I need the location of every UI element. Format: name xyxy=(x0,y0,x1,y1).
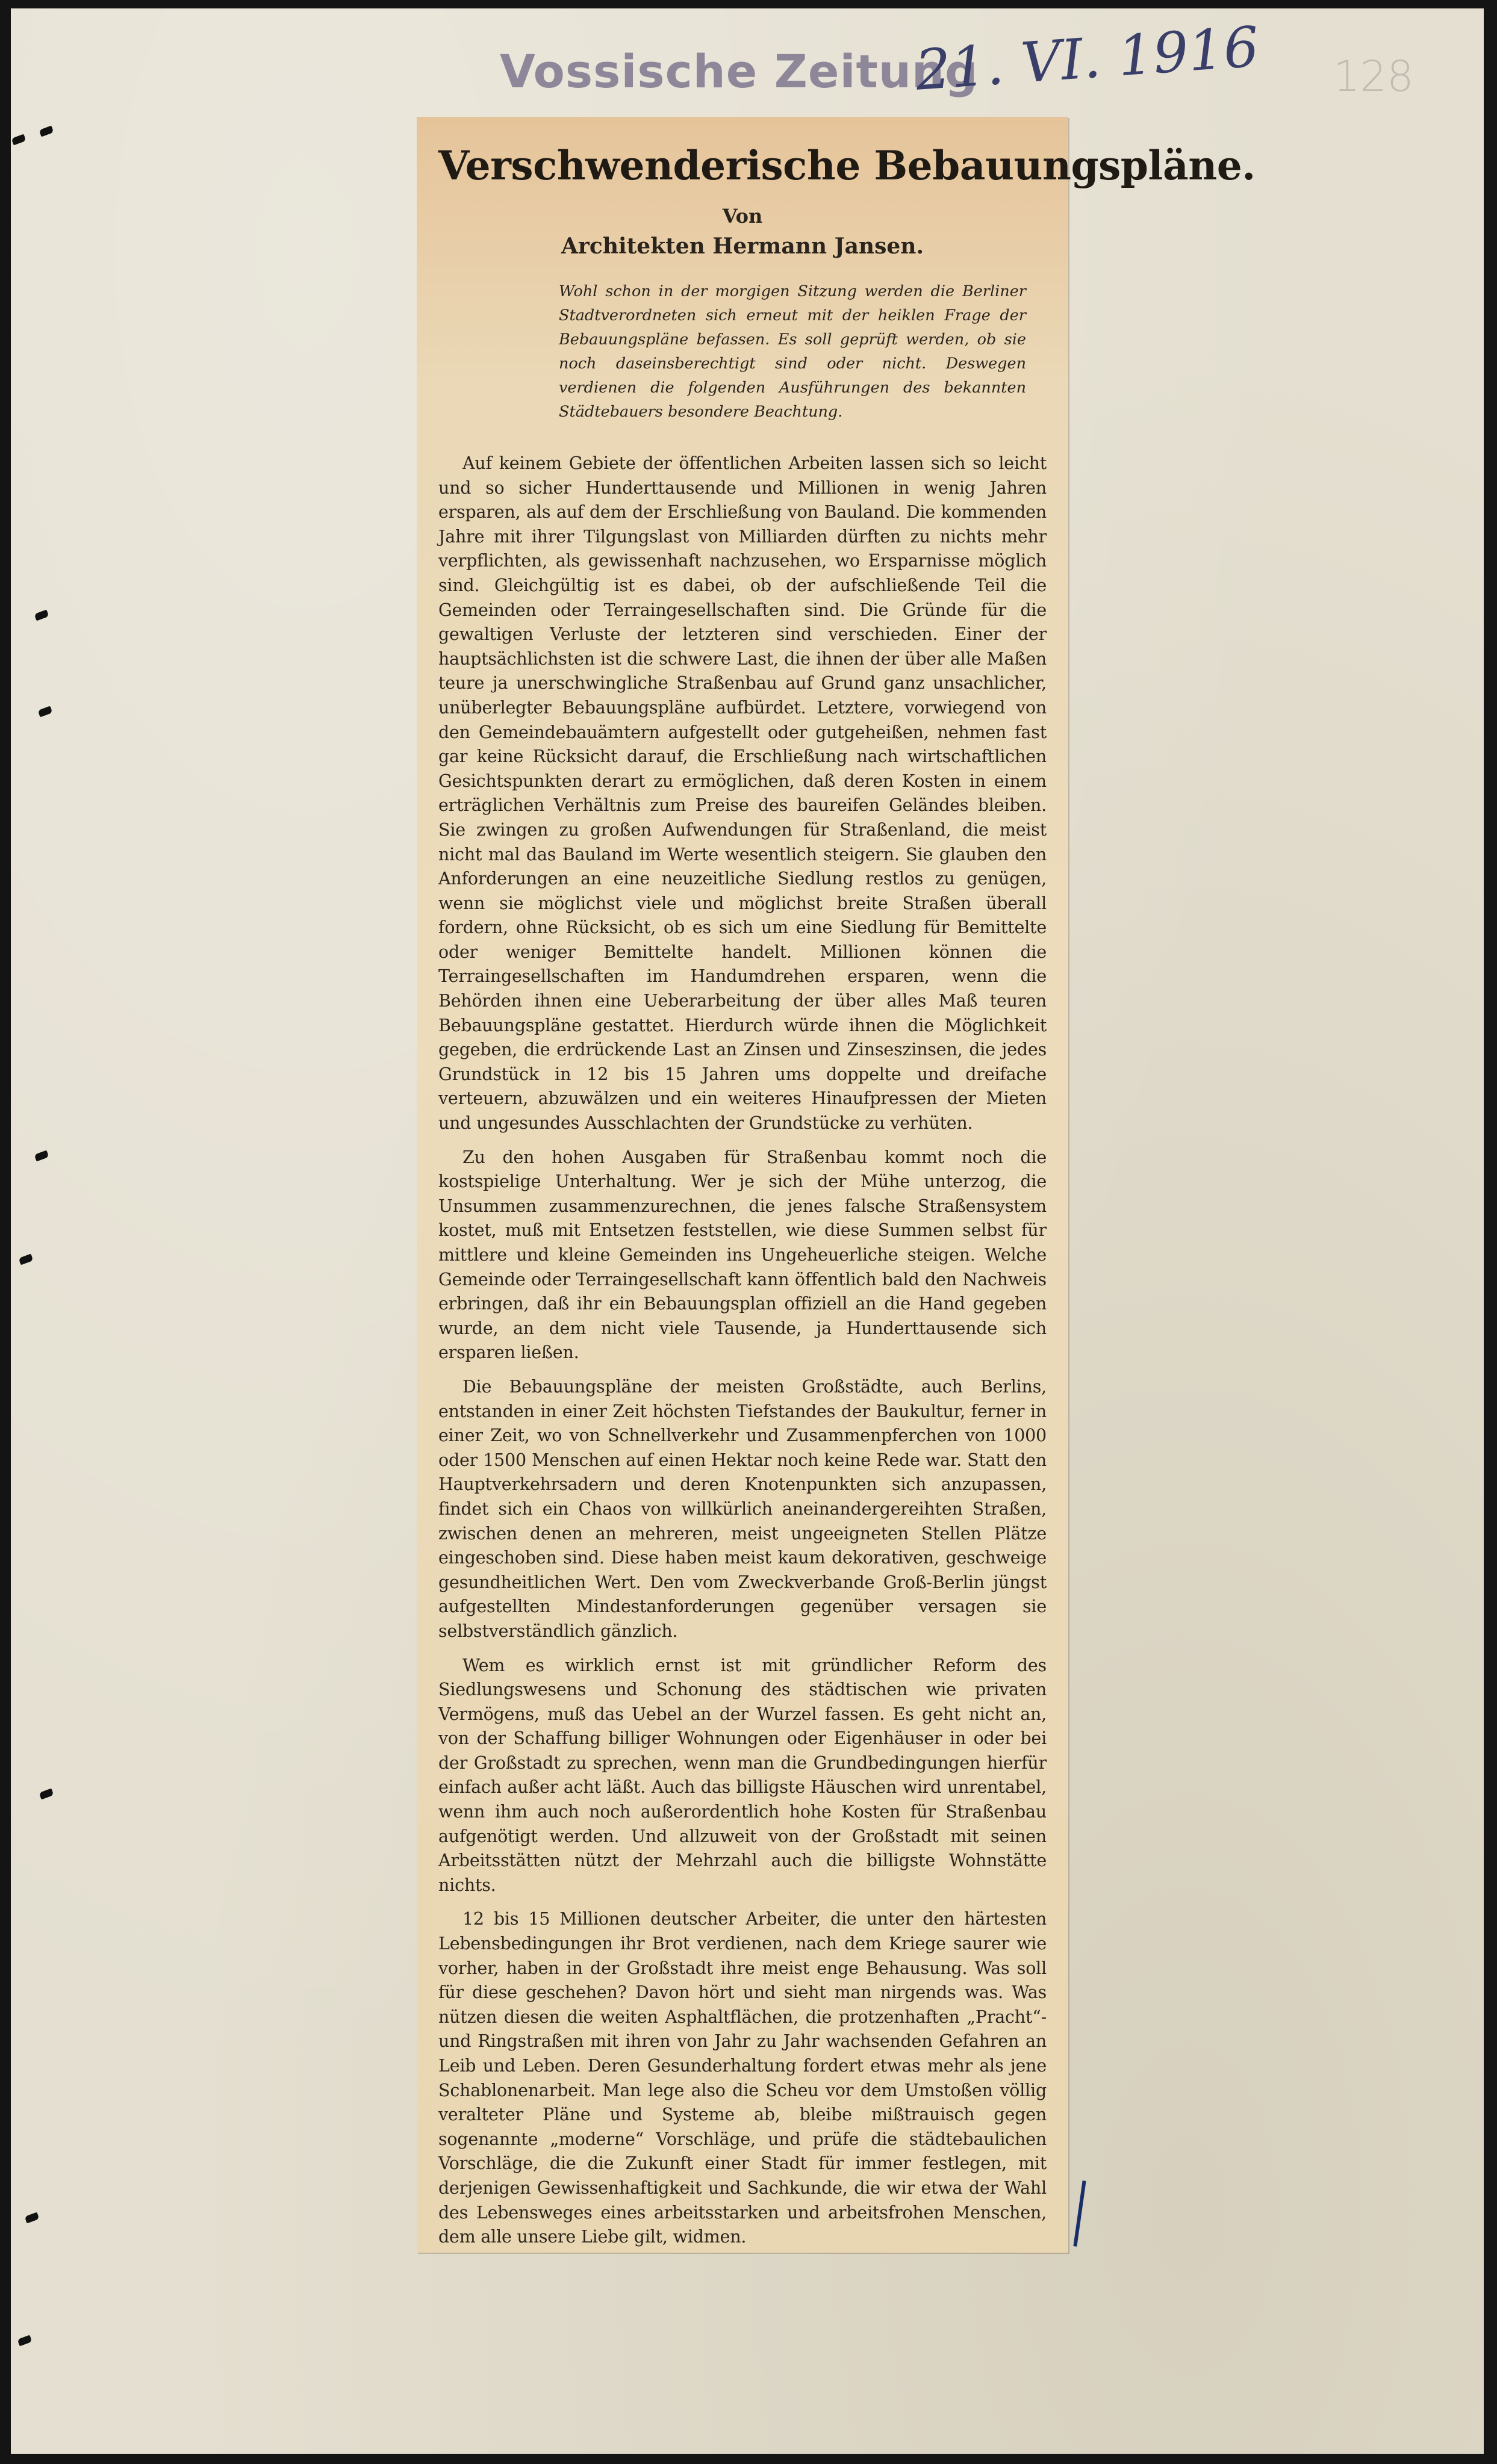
article-paragraph: Zu den hohen Ausgaben für Straßenbau kommt noch die kostspielige Unterhaltung. Wer je sich der Mühe unterzog, die Unsummen zusammenzurechnen, die jenes falsche Straßensystem kostet, muß mit Entsetzen feststellen, wie diese Summen selbst für mittlere und kleine Gemeinden ins Ungeheuerliche steigen. Welche Gemeinde oder Terraingesellschaft kann öffentlich bald den Nachweis erbringen, daß ihr ein Bebauungsplan offiziell an die Hand gegeben wurde, an dem nicht viele Tausende, ja Hunderttausende sich ersparen ließen. xyxy=(438,1147,1047,1363)
byline-von: Von xyxy=(722,205,763,228)
article-paragraph: Die Bebauungspläne der meisten Großstädte, auch Berlins, entstanden in einer Zeit höchsten Tiefstandes der Baukultur, ferner in einer Zeit, wo von Schnellverkehr und Zusammenpferchen von 1000 oder 1500 Menschen auf einen Hektar noch keine Rede war. Statt den Hauptverkehrsadern und deren Knotenpunkten sich anzupassen, findet sich ein Chaos von willkürlich aneinandergereihten Straßen, zwischen denen an mehreren, meist ungeeigneten Stellen Plätze eingeschoben sind. Diese haben meist kaum dekorativen, geschweige gesundheitlichen Wert. Den vom Zweckverbande Groß-Berlin jüngst aufgestellten Mindestanforderungen gegenüber versagen sie selbstverständlich gänzlich. xyxy=(438,1376,1047,1641)
article-paragraph: 12 bis 15 Millionen deutscher Arbeiter, die unter den härtesten Lebensbedingungen ihr Brot verdienen, nach dem Kriege saurer wie vorher, haben in der Großstadt ihre meist enge Behausung. Was soll für diese geschehen? Davon hört und sieht man nirgends was. Was nützen diesen die weiten Asphaltflächen, die protzenhaften „Pracht“- und Ringstraßen mit ihren von Jahr zu Jahr wachsenden Gefahren an Leib und Leben. Deren Gesunderhaltung fordert etwas mehr als jene Schablonenarbeit. Man lege also die Scheu vor dem Umstoßen völlig veralteter Pläne und Systeme ab, bleibe mißtrauisch gegen sogenannte „moderne“ Vorschläge, und prüfe die städtebaulichen Vorschläge, die die Zukunft einer Stadt für immer festlegen, mit derjenigen Gewissenhaftigkeit und Sachkunde, die wir etwa der Wahl des Lebensweges eines arbeitsstarken und arbeitsfrohen Menschen, dem alle unsere Liebe gilt, widmen. xyxy=(438,1909,1047,2247)
page-number: 128 xyxy=(1333,52,1414,101)
article-paragraph: Wem es wirklich ernst ist mit gründlicher Reform des Siedlungswesens und Schonung des städtischen wie privaten Vermögens, muß das Uebel an der Wurzel fassen. Es geht nicht an, von der Schaffung billiger Wohnungen oder Eigenhäuser in oder bei der Großstadt zu sprechen, wenn man die Grundbedingungen hierfür einfach außer acht läßt. Auch das billigste Häuschen wird unrentabel, wenn ihm auch noch außerordentlich hohe Kosten für Straßenbau aufgenötigt werden. Und allzuweit von der Großstadt mit seinen Arbeitsstätten nützt der Mehrzahl auch die billigste Wohnstätte nichts. xyxy=(438,1655,1047,1895)
binding-hole xyxy=(39,126,54,137)
article-title: Verschwenderische Bebauungspläne. xyxy=(438,142,1256,189)
binding-hole xyxy=(17,2335,33,2347)
binding-hole xyxy=(34,610,49,621)
binding-hole xyxy=(25,2212,40,2224)
binding-hole xyxy=(19,1254,34,1265)
binding-hole xyxy=(38,706,53,718)
handwritten-date: 21. VI. 1916 xyxy=(913,14,1262,103)
newspaper-clipping xyxy=(417,117,1256,2253)
newspaper-stamp: Vossische Zeitung xyxy=(500,45,979,98)
article-paragraph: Auf keinem Gebiete der öffentlichen Arbeiten lassen sich so leicht und so sicher Hunderttausende und Millionen in wenig Jahren ersparen, als auf dem der Erschließung von Bauland. Die kommenden Jahre mit ihrer Tilgungslast von Milliarden dürften zu nichts mehr verpflichten, als gewissenhaft nachzusehen, wo Ersparnisse möglich sind. Gleichgültig ist es dabei, ob der aufschließende Teil die Gemeinden oder Terraingesellschaften sind. Die Gründe für die gewaltigen Verluste der letzteren sind verschieden. Einer der hauptsächlichsten ist die schwere Last, die ihnen der über alle Maßen teure ja unerschwingliche Straßenbau auf Grund ganz unsachlicher, unüberlegter Bebauungspläne aufbürdet. Letztere, vorwiegend von den Gemeindebauämtern aufgestellt oder gutgeheißen, nehmen fast gar keine Rücksicht darauf, die Erschließung nach wirtschaftlichen Gesichtspunkten derart zu ermöglichen, daß deren Kosten in einem erträglichen Verhältnis zum Preise des baureifen Geländes bleiben. Sie zwingen zu großen Aufwendungen für Straßenland, die meist nicht mal das Bauland im Werte wesentlich steigern. Sie glauben den Anforderungen an eine neuzeitliche Siedlung restlos zu genügen, wenn sie möglichst viele und möglichst breite Straßen überall fordern, ohne Rücksicht, ob es sich um eine Siedlung für Bemittelte oder weniger Bemittelte handelt. Millionen können die Terraingesellschaften im Handumdrehen ersparen, wenn die Behörden ihnen eine Ueberarbeitung der über alles Maß teuren Bebauungspläne gestattet. Hierdurch würde ihnen die Möglichkeit gegeben, die erdrückende Last an Zinsen und Zinseszinsen, die jedes Grundstück in 12 bis 15 Jahren ums doppelte und dreifache verteuern, abzuwälzen und ein weiteres Hinaufpressen der Mieten und ungesundes Ausschlachten der Grundstücke zu verhüten. xyxy=(438,453,1047,1134)
article-intro: Wohl schon in der morgigen Sitzung werden die Berliner Stadtverordneten sich erneut mit der heiklen Frage der Bebauungspläne befassen. Es soll geprüft werden, ob sie noch daseinsberechtigt sind oder nicht. Deswegen verdienen die folgenden Ausführungen des bekannten Städtebauers besondere Beachtung. xyxy=(559,282,1026,421)
byline-author: Architekten Hermann Jansen. xyxy=(561,234,924,259)
binding-hole xyxy=(11,134,26,146)
binding-hole xyxy=(34,1150,49,1162)
binding-hole xyxy=(39,1789,54,1800)
